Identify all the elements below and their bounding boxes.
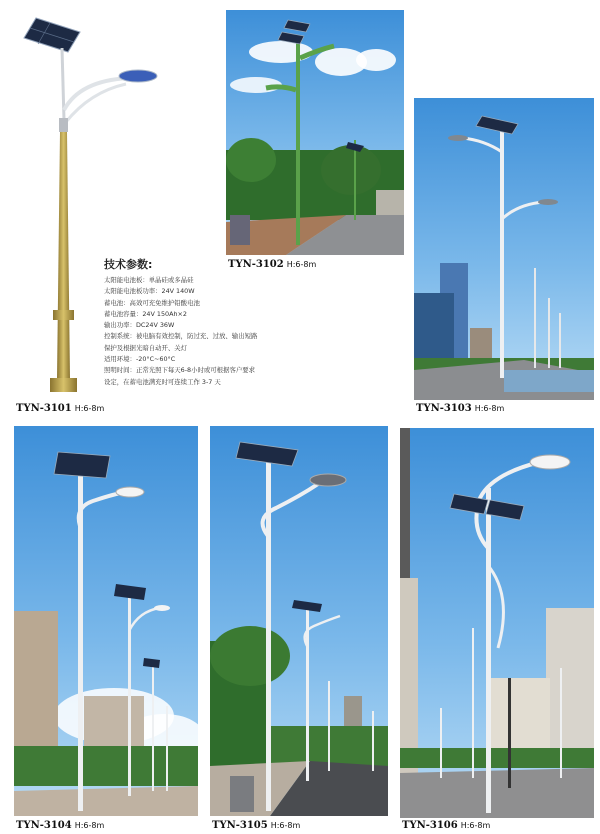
caption-tyn-3103 bbox=[416, 403, 504, 414]
solar-panel-icon bbox=[24, 18, 80, 52]
spec-line: 照明时间：正常光照下每天6-8小时或可根据客户要求 bbox=[104, 366, 256, 375]
product-image-tyn-3105 bbox=[210, 426, 388, 816]
product-image-tyn-3104 bbox=[14, 426, 198, 816]
product-image-tyn-3102 bbox=[226, 10, 404, 255]
model-number: TYN-3106 bbox=[402, 820, 458, 831]
caption-tyn-3106 bbox=[402, 820, 490, 831]
spec-line: 输出功率：DC24V 36W bbox=[104, 321, 175, 330]
model-number: TYN-3102 bbox=[228, 259, 284, 270]
solar-panel-icon bbox=[278, 20, 310, 44]
caption-tyn-3102 bbox=[228, 259, 316, 270]
spec-line: 蓄电池容量：24V 150Ah×2 bbox=[104, 309, 187, 318]
spec-line: 控制系统：被电脑有效控制，防过充、过放、输出短路 bbox=[104, 332, 258, 341]
height-range: H:6-8m bbox=[460, 821, 491, 830]
product-image-tyn-3106 bbox=[400, 428, 594, 818]
height-range: H:6-8m bbox=[474, 404, 505, 413]
spec-line: 太阳能电池板：单晶硅或多晶硅 bbox=[104, 276, 194, 284]
spec-line: 设定，在蓄电池满充时可连续工作 3-7 天 bbox=[104, 377, 221, 386]
lamp-head-icon bbox=[530, 455, 570, 469]
technical-specs bbox=[104, 256, 314, 388]
spec-line: 蓄电池：高效可充免维护铅酸电池 bbox=[104, 298, 200, 307]
model-number: TYN-3103 bbox=[416, 403, 472, 414]
caption-tyn-3105 bbox=[212, 820, 300, 831]
caption-tyn-3104 bbox=[16, 820, 104, 831]
height-range: H:6-8m bbox=[286, 260, 317, 269]
spec-line: 太阳能电池板功率：24V 140W bbox=[104, 287, 195, 296]
product-image-tyn-3103 bbox=[414, 98, 594, 400]
spec-line: 适用环境：-20°C~60°C bbox=[104, 355, 176, 364]
specs-title: 技术参数: bbox=[104, 258, 153, 271]
model-number: TYN-3104 bbox=[16, 820, 72, 831]
spec-line: 保护及根据光暗自动开、关灯 bbox=[104, 343, 188, 352]
height-range: H:6-8m bbox=[74, 404, 105, 413]
model-number: TYN-3101 bbox=[16, 403, 72, 414]
lamp-head-icon bbox=[119, 70, 157, 82]
caption-tyn-3101 bbox=[16, 403, 104, 414]
solar-panel-icon bbox=[54, 452, 110, 478]
solar-panel-icon bbox=[476, 116, 518, 134]
solar-panel-icon bbox=[236, 442, 298, 466]
height-range: H:6-8m bbox=[74, 821, 105, 830]
model-number: TYN-3105 bbox=[212, 820, 268, 831]
height-range: H:6-8m bbox=[270, 821, 301, 830]
